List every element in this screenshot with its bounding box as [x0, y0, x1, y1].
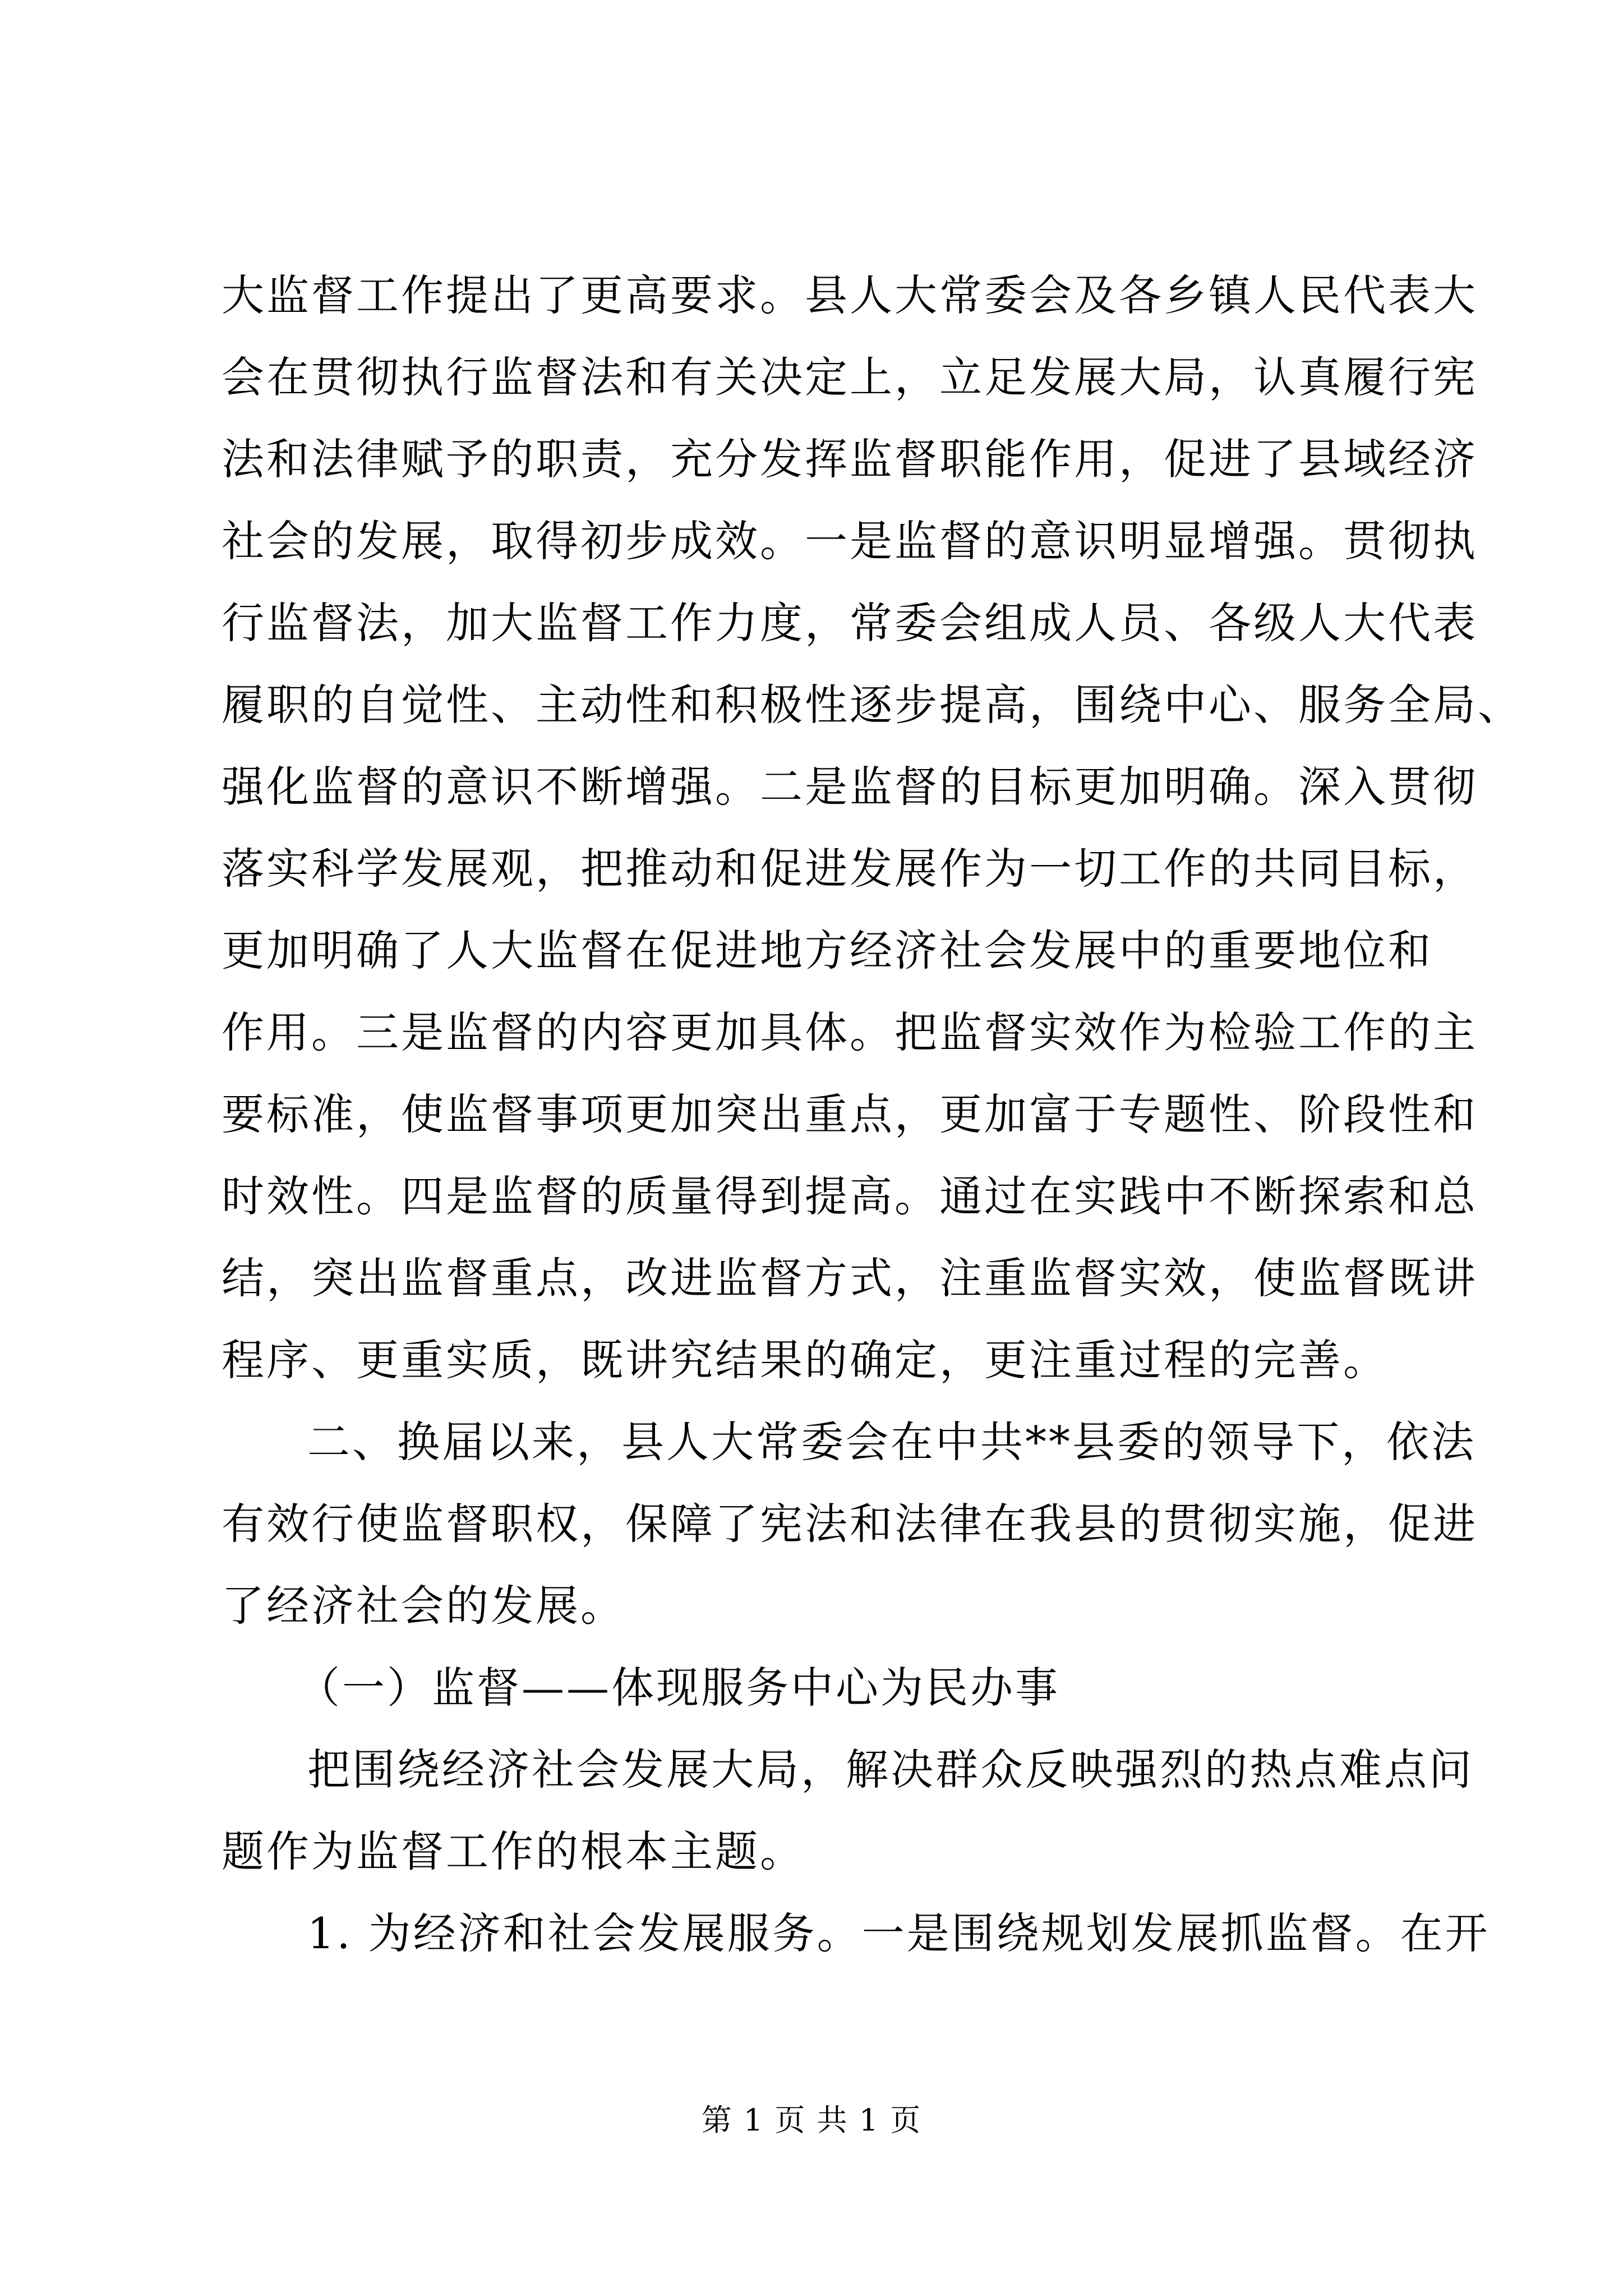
text-line: 强化监督的意识不断增强。二是监督的目标更加明确。深入贯彻	[222, 762, 1478, 812]
text-line: 法和法律赋予的职责，充分发挥监督职能作用，促进了县域经济	[222, 434, 1478, 484]
text-line: 行监督法，加大监督工作力度，常委会组成人员、各级人大代表	[222, 598, 1478, 648]
text-line: 结，突出监督重点，改进监督方式，注重监督实效，使监督既讲	[222, 1253, 1478, 1303]
section-heading: （一）监督——体现服务中心为民办事	[297, 1663, 1060, 1713]
text-line: 落实科学发展观，把推动和促进发展作为一切工作的共同目标，	[222, 844, 1478, 894]
numbered-item: 1. 为经济和社会发展服务。一是围绕规划发展抓监督。在开	[307, 1908, 1490, 1958]
text-line: 作用。三是监督的内容更加具体。把监督实效作为检验工作的主	[222, 1007, 1478, 1057]
text-line: 题作为监督工作的根本主题。	[222, 1826, 805, 1876]
text-line: 程序、更重实质，既讲究结果的确定，更注重过程的完善。	[222, 1335, 1388, 1385]
text-line: 把围绕经济社会发展大局，解决群众反映强烈的热点难点问	[307, 1745, 1474, 1795]
text-line: 有效行使监督职权，保障了宪法和法律在我县的贯彻实施，促进	[222, 1499, 1478, 1549]
text-line: 大监督工作提出了更高要求。县人大常委会及各乡镇人民代表大	[222, 270, 1478, 320]
text-line: 会在贯彻执行监督法和有关决定上，立足发展大局，认真履行宪	[222, 352, 1478, 402]
text-line: 了经济社会的发展。	[222, 1581, 625, 1631]
page-number-footer: 第 1 页 共 1 页	[701, 2102, 922, 2138]
paragraph-heading: 二、换届以来，县人大常委会在中共**县委的领导下，依法	[307, 1417, 1476, 1467]
text-line: 要标准，使监督事项更加突出重点，更加富于专题性、阶段性和	[222, 1089, 1478, 1139]
text-line: 履职的自觉性、主动性和积极性逐步提高，围绕中心、服务全局、	[222, 680, 1523, 730]
text-line: 更加明确了人大监督在促进地方经济社会发展中的重要地位和	[222, 926, 1433, 976]
text-line: 社会的发展，取得初步成效。一是监督的意识明显增强。贯彻执	[222, 516, 1478, 566]
text-line: 时效性。四是监督的质量得到提高。通过在实践中不断探索和总	[222, 1171, 1478, 1221]
